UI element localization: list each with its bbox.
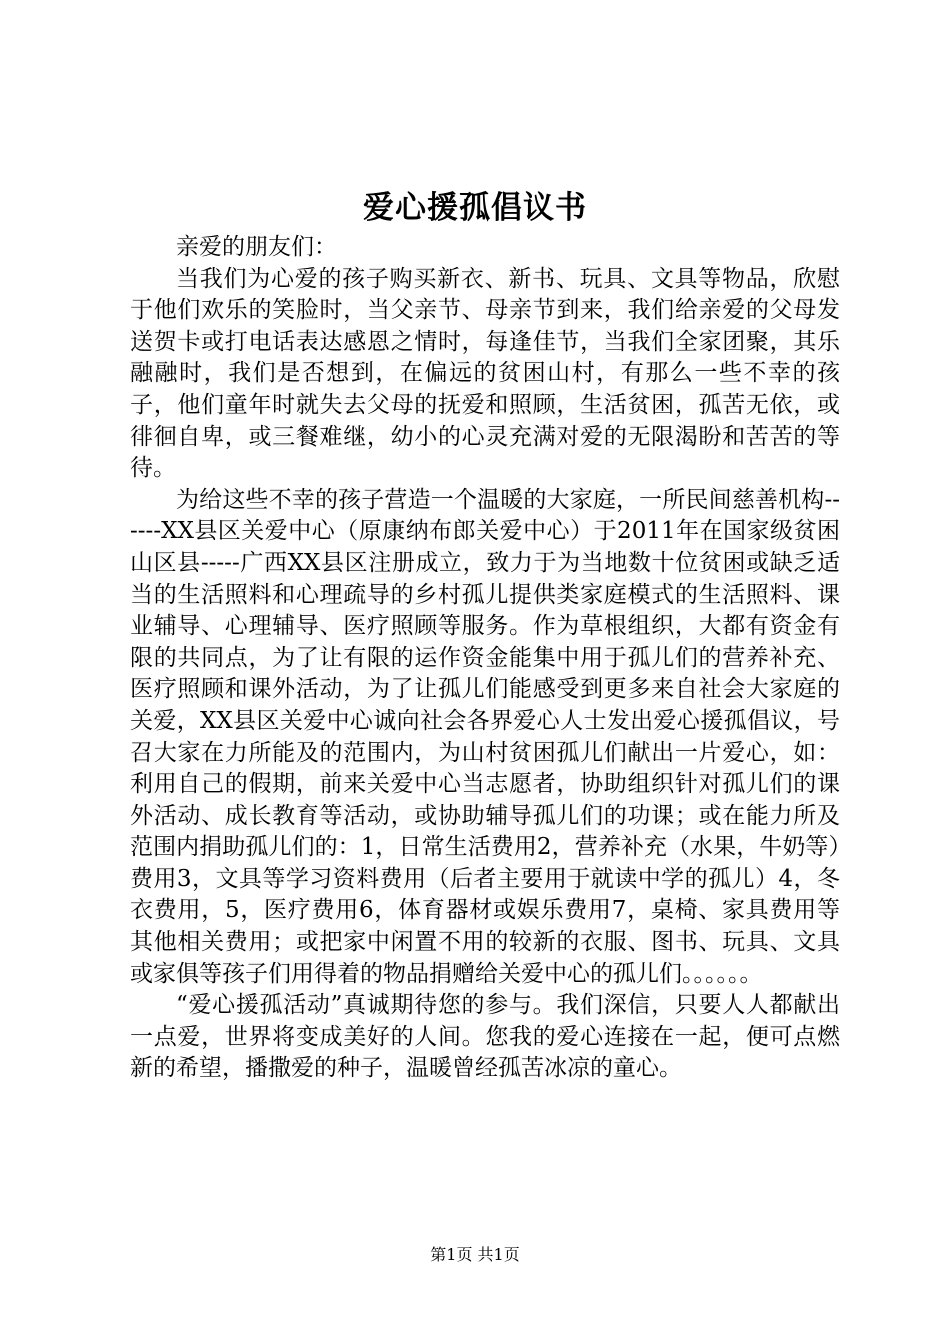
paragraph-3: “爱心援孤活动”真诚期待您的参与。我们深信，只要人人都献出一点爱，世界将变成美好的人间。您我的爱心连接在一起，便可点燃新的希望，播撒爱的种子，温暖曾经孤苦冰凉的童心。 bbox=[130, 992, 840, 1082]
paragraph-1: 当我们为心爱的孩子购买新衣、新书、玩具、文具等物品，欣慰于他们欢乐的笑脸时，当父亲节、母亲节到来，我们给亲爱的父母发送贺卡或打电话表达感恩之情时，每逢佳节，当我们全家团聚，其乐融融时，我们是否想到，在偏远的贫困山村，有那么一些不幸的孩子，他们童年时就失去父母的抚爱和照顾，生活贫困，孤苦无依，或徘徊自卑，或三餐难继，幼小的心灵充满对爱的无限渴盼和苦苦的等待。 bbox=[130, 265, 840, 482]
document-body bbox=[130, 232, 840, 1085]
page-footer: 第1页 共1页 bbox=[430, 1245, 520, 1264]
document-title: 爱心援孤倡议书 bbox=[363, 190, 587, 226]
salutation: 亲爱的朋友们： bbox=[176, 234, 337, 260]
paragraph-2: 为给这些不幸的孩子营造一个温暖的大家庭，一所民间慈善机构------XX县区关爱中心（原康纳布郎关爱中心）于2011年在国家级贫困山区县-----广西XX县区注册成立，致力于为当地数十位贫困或缺乏适当的生活照料和心理疏导的乡村孤儿提供类家庭模式的生活照料、课业辅导、心理辅导、医疗照顾等服务。作为草根组织，大都有资金有限的共同点，为了让有限的运作资金能集中用于孤儿们的营养补充、医疗照顾和课外活动，为了让孤儿们能感受到更多来自社会大家庭的关爱，XX县区关爱中心诚向社会各界爱心人士发出爱心援孤倡议，号召大家在力所能及的范围内，为山村贫困孤儿们献出一片爱心，如：利用自己的假期，前来关爱中心当志愿者，协助组织针对孤儿们的课外活动、成长教育等活动，或协助辅导孤儿们的功课；或在能力所及范围内捐助孤儿们的：1，日常生活费用2，营养补充（水果，牛奶等）费用3，文具等学习资料费用（后者主要用于就读中学的孤儿）4，冬衣费用，5，医疗费用6，体育器材或娱乐费用7，桌椅、家具费用等其他相关费用；或把家中闲置不用的较新的衣服、图书、玩具、文具或家俱等孩子们用得着的物品捐赠给关爱中心的孤儿们。。。。。。 bbox=[130, 486, 840, 987]
